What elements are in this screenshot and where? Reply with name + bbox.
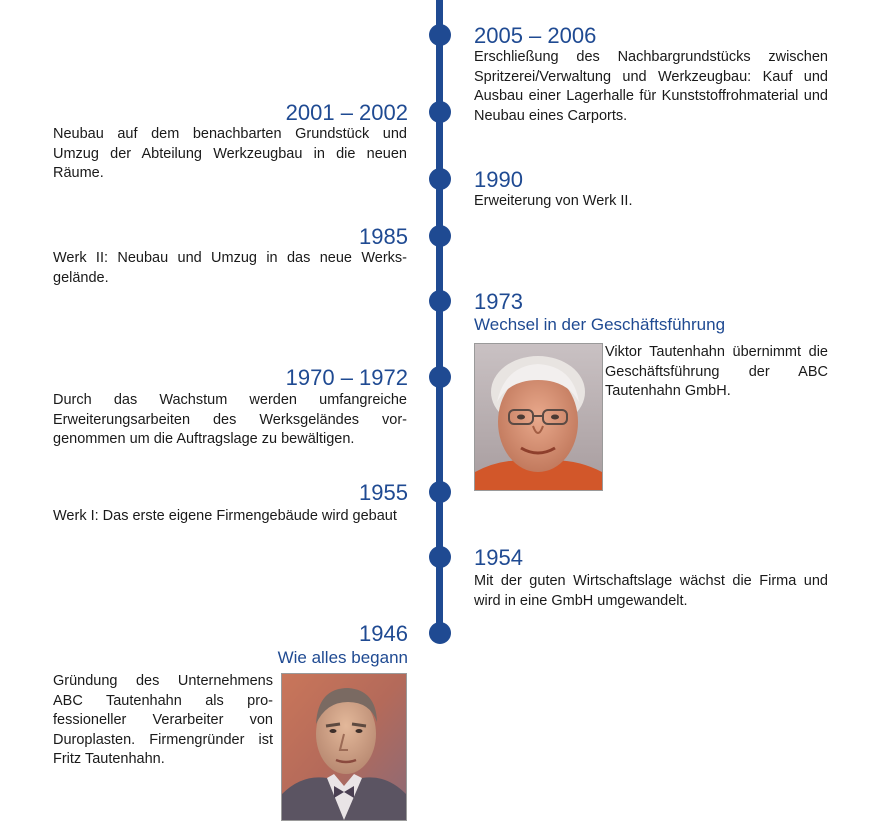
text-2005-2006: Erschließung des Nachbargrundstücks zwischen Spritzerei/Verwaltung und Werkzeugbau: Kauf und Ausbau einer Lagerhalle für Kunststoffrohmaterial und Neubau eines Carports. bbox=[474, 49, 828, 124]
text-1970-1972: Durch das Wachstum werden umfangreiche Erweiterungsarbeiten des Werksgeländes vorgenommen um die Auftragslage zu bewältigen. bbox=[53, 392, 407, 448]
timeline-dot-1946 bbox=[429, 622, 451, 644]
text-1954: Mit der guten Wirtschaftslage wächst die Firma und wird in eine GmbH umgewandelt. bbox=[474, 573, 828, 609]
year-1985: 1985 bbox=[359, 224, 408, 249]
year-1954: 1954 bbox=[474, 545, 523, 570]
text-1946: Gründung des Unternehmens ABC Tautenhahn als professioneller Verarbeiter von Duroplasten. Firmengründer ist Fritz Tautenhahn. bbox=[53, 673, 273, 768]
year-1955: 1955 bbox=[359, 480, 408, 505]
text-1985: Werk II: Neubau und Umzug in das neue Werksgelände. bbox=[53, 250, 407, 286]
text-1955: Werk I: Das erste eigene Firmengebäude wird gebaut bbox=[53, 508, 397, 524]
year-1946: 1946 bbox=[359, 621, 408, 646]
text-2001-2002: Neubau auf dem benachbarten Grundstück und Umzug der Abteilung Werkzeugbau in die neuen Räume. bbox=[53, 126, 407, 182]
portrait-viktor-tautenhahn bbox=[474, 343, 603, 491]
year-2001-2002: 2001 – 2002 bbox=[285, 100, 408, 125]
timeline-dot-1970 bbox=[429, 366, 451, 388]
subtitle-1973: Wechsel in der Geschäftsführung bbox=[474, 315, 726, 334]
timeline-dot-1955 bbox=[429, 481, 451, 503]
text-1990: Erweiterung von Werk II. bbox=[474, 193, 633, 209]
timeline-dot-2001 bbox=[429, 101, 451, 123]
text-1973: Viktor Tautenhahn übernimmt die Geschäftsführung der ABC Tautenhahn GmbH. bbox=[605, 344, 828, 400]
timeline-dot-1973 bbox=[429, 290, 451, 312]
year-2005-2006: 2005 – 2006 bbox=[474, 23, 597, 48]
timeline-dot-2005 bbox=[429, 24, 451, 46]
year-1973: 1973 bbox=[474, 289, 523, 314]
year-1990: 1990 bbox=[474, 167, 523, 192]
timeline-dot-1985 bbox=[429, 225, 451, 247]
subtitle-1946: Wie alles begann bbox=[277, 648, 408, 667]
timeline-dot-1990 bbox=[429, 168, 451, 190]
timeline-dot-1954 bbox=[429, 546, 451, 568]
portrait-fritz-tautenhahn bbox=[281, 673, 407, 821]
timeline-axis bbox=[436, 0, 443, 640]
year-1970-1972: 1970 – 1972 bbox=[285, 365, 408, 390]
